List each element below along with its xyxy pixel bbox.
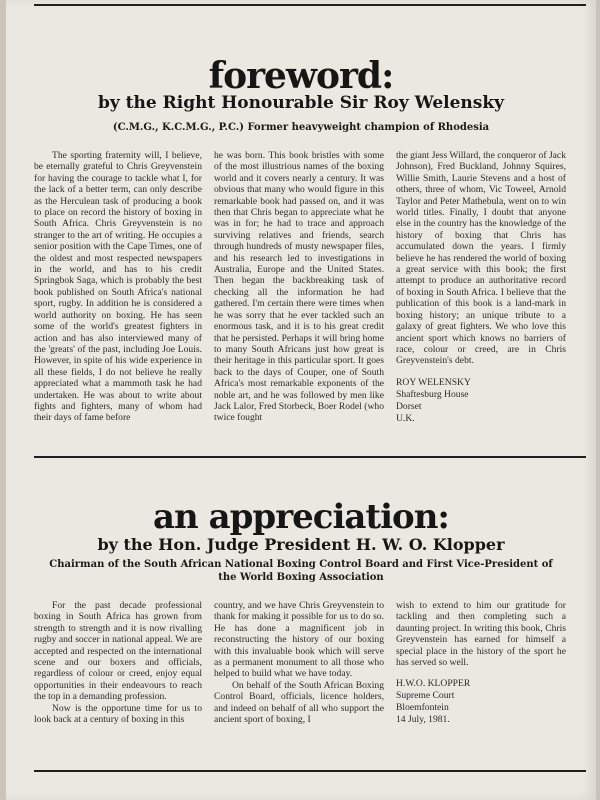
section-divider	[34, 456, 586, 458]
signature-line: 14 July, 1981.	[396, 714, 450, 726]
appreciation-title: an appreciation:	[153, 497, 449, 537]
foreword-column-3	[396, 150, 566, 425]
appreciation-column-1	[34, 600, 202, 725]
appreciation-paragraph: On behalf of the South African Boxing Control Board, officials, licence holders, and indeed on behalf of all who support the ancient sport of boxing, I	[214, 679, 384, 726]
foreword-signature	[396, 377, 566, 425]
top-rule	[34, 4, 586, 6]
foreword-byline: by the Right Honourable Sir Roy Welensky	[98, 93, 504, 113]
signature-line: Dorset	[396, 400, 422, 412]
foreword-subtitle: (C.M.G., K.C.M.G., P.C.) Former heavyweight champion of Rhodesia	[112, 122, 490, 133]
appreciation-paragraph: country, and we have Chris Greyvenstein to thank for making it possible for us to do so. He has done a magnificent job in reconstructing the history of our boxing with this invaluable book which will serve as a permanent monument to all those who helped to build what we have today.	[214, 600, 384, 680]
signature-name: H.W.O. KLOPPER	[396, 678, 471, 690]
appreciation-paragraph: wish to extend to him our gratitude for tackling and then completing such a daunting project. In writing this book, Chris Greyvenstein has earned for himself a special place in the history of the sport he has served so well.	[396, 600, 566, 669]
book-page	[6, 0, 596, 800]
foreword-paragraph: the giant Jess Willard, the conqueror of Jack Johnson), Fred Buckland, Johnny Squires, Willie Smith, Laurie Stevens and a host of others, three of whom, Vic Toweel, Arnold Taylor and Peter Mathebula, went on to win world titles. Finally, I doubt that anyone else in the country has the knowledge of the history of boxing that Chris has accumulated down the years. I firmly believe he has rendered the world of boxing a great service with this book; the first attempt to produce an authoritative record of boxing in South Africa. I believe that the publication of this book is a land-mark in boxing history; an unique tribute to a galaxy of great fighters. We who love this ancient sport which knows no barriers of race, colour or creed, are in Chris Greyvenstein's debt.	[396, 150, 566, 367]
foreword-column-2	[214, 150, 384, 424]
signature-line: U.K.	[396, 412, 415, 424]
appreciation-signature	[396, 678, 566, 726]
appreciation-column-3	[396, 600, 566, 726]
appreciation-paragraph: Now is the opportune time for us to look back at a century of boxing in this	[34, 702, 202, 726]
appreciation-subtitle: Chairman of the South African National Boxing Control Board and First Vice-President of the World Boxing Association	[49, 559, 553, 583]
foreword-title: foreword:	[208, 55, 394, 97]
foreword-paragraph: The sporting fraternity will, I believe, be eternally grateful to Chris Greyvenstein for having the courage to tackle what I, for the lack of a better term, can only describe as the Herculean task of producing a book to place on record the history of boxing in South Africa. Chris Greyvenstein is no stranger to the art of writing. He occupies a senior position with the Cape Times, one of the oldest and most respected newspapers in the world, and has to his credit Springbok Saga, which is probably the best book published on South Africa's national sport, rugby. In addition he is considered a world authority on boxing. He has seen some of the world's greatest fighters in action and has also interviewed many of the 'greats' of the past, including Joe Louis. However, in spite of his wide experience in all these fields, I do not believe he really appreciated what a mammoth task he had undertaken. He was about to write about fights and fighters, many of whom had their days of fame before	[34, 150, 202, 424]
signature-line: Bloemfontein	[396, 702, 449, 714]
signature-line: Supreme Court	[396, 690, 455, 702]
foreword-column-1	[34, 150, 202, 424]
foreword-paragraph: he was born. This book bristles with some of the most illustrious names of the boxing world and it covers nearly a century. It was obvious that many who would figure in this remarkable book had passed on, and it was then that Chris began to appreciate what he was in for; he had to trace and approach surviving relatives and friends, search through hundreds of musty newspaper files, and his research led to investigations in Australia, Europe and the United States. Then began the backbreaking task of checking all the information he had gathered. I'm certain there were times when he was sorry that he ever tackled such an enormous task, and it is to his great credit that he persisted. Perhaps it will bring home to many South Africans just how great is their heritage in this particular sport. It goes back to the days of Couper, one of South Africa's most remarkable exponents of the noble art, and he was followed by men like Jack Lalor, Fred Storbeck, Boer Rodel (who twice fought	[214, 150, 384, 424]
signature-line: Shaftesburg House	[396, 388, 469, 400]
signature-name: ROY WELENSKY	[396, 376, 471, 388]
appreciation-column-2	[214, 600, 384, 725]
appreciation-byline: by the Hon. Judge President H. W. O. Klopper	[97, 535, 505, 554]
bottom-rule	[34, 770, 586, 772]
appreciation-paragraph: For the past decade professional boxing in South Africa has grown from strength to strength and it is now rivalling rugby and soccer in national appeal. We are accepted and respected on the international scene and our boxers and officials, regardless of colour or creed, enjoy equal opportunities in their endeavours to reach the top in a demanding profession.	[34, 600, 202, 703]
